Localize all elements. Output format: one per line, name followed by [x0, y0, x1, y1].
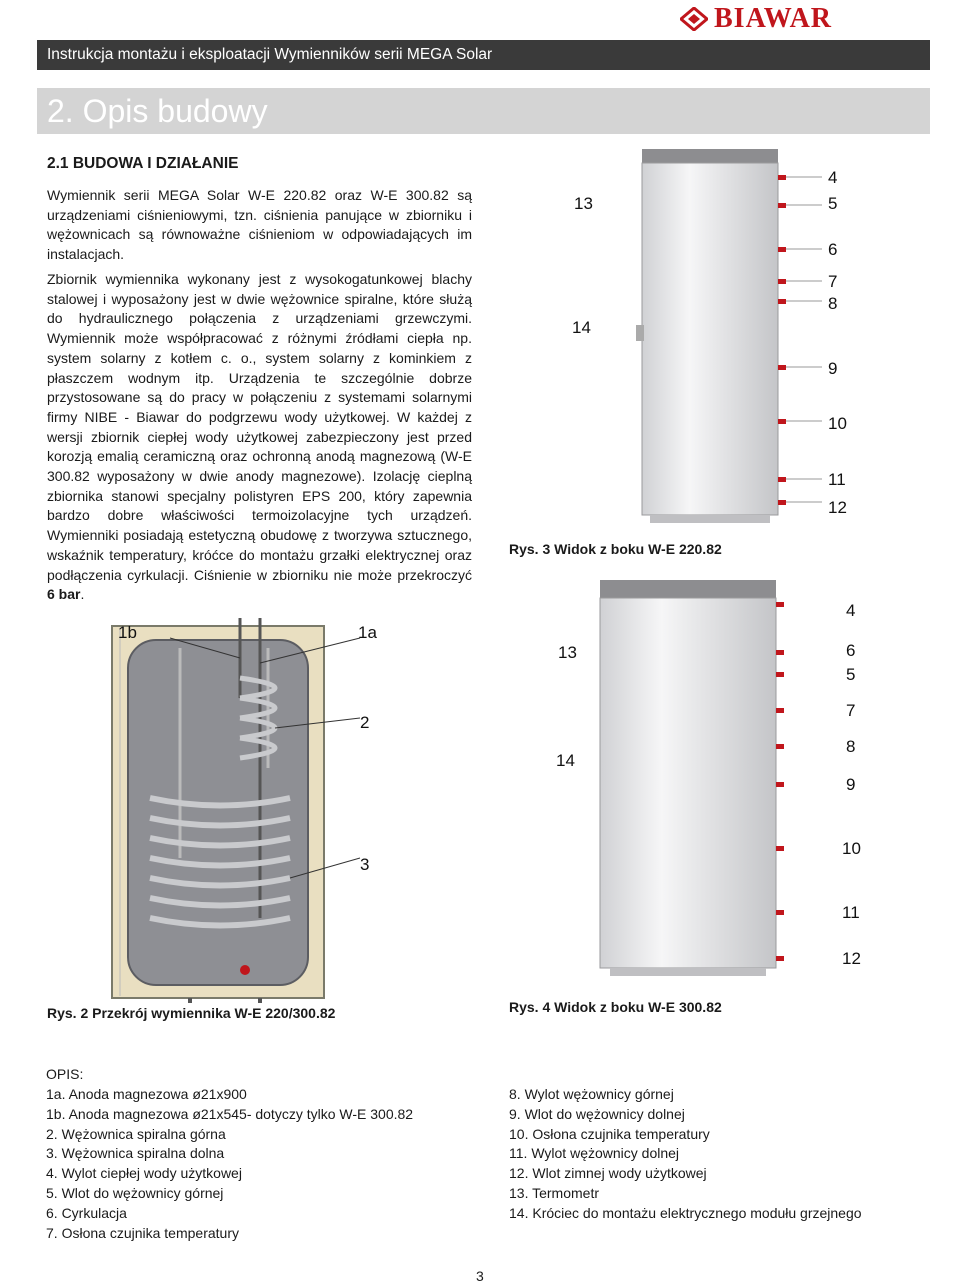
label-14: 14: [572, 318, 591, 337]
label-11: 11: [828, 470, 846, 489]
legend-item: 1a. Anoda magnezowa ø21x900: [46, 1086, 247, 1102]
label-12: 12: [828, 498, 847, 517]
subsection-title: 2.1 BUDOWA I DZIAŁANIE: [47, 155, 239, 172]
label-3: 3: [360, 855, 370, 874]
paragraph-text: Zbiornik wymiennika wykonany jest z wysokogatunkowej blachy stalowej i wyposażony jest w dwie wężownice spiralne, które służą do hydraulicznego połączenia z urządzeniami grzewczymi. Wymiennik może współpracować z różnymi źródłami ciepła np. system solarny z kotłem c. o., system solarny z kominkiem z płaszczem wodnym itp. Urządzenia te szczególnie dobrze przystosowane są do pracy w połączeniu z systemami solarnymi firmy NIBE - Biawar do podgrzewu wody użytkowej. W każdej z wersji zbiornik ciepłej wody użytkowej zabezpieczony jest przed korozją emalią ceramiczną oraz ochronną anodą magnezową (W-E 300.82 wyposażony w dwie anody magnezowe). Izolację cieplną zbiornika stanowi specjalny polistyren EPS 200, który zapewnia bardzo dobre właściwości termoizolacyjne tych urządzeń. Wymienniki posiadają estetyczną obudowę z tworzywa sztucznego, wskaźnik temperatury, króćce do montażu grzałki elektrycznej oraz podłączenia cyrkulacji. Ciśnienie w zbiorniku nie może przekroczyć: [47, 271, 472, 583]
max-pressure: 6 bar: [47, 586, 81, 603]
label-1a: 1a: [358, 623, 377, 642]
label-8: 8: [828, 294, 838, 313]
side-view-300-figure: [548, 578, 878, 988]
legend-item: 14. Króciec do montażu elektrycznego modułu grzejnego: [509, 1204, 862, 1221]
biawar-diamond-icon: [680, 7, 708, 31]
label-5: 5: [846, 665, 856, 684]
paragraph-construction: [47, 270, 472, 605]
section-title: 2. Opis budowy: [37, 88, 930, 134]
legend-item: 13. Termometr: [509, 1184, 599, 1201]
label-4: 4: [846, 601, 856, 620]
label-6: 6: [846, 641, 856, 660]
caption-rys3: Rys. 3 Widok z boku W-E 220.82: [509, 541, 722, 557]
label-7: 7: [846, 701, 856, 720]
legend-item: 11. Wylot wężownicy dolnej: [509, 1145, 680, 1162]
label-12: 12: [842, 949, 861, 968]
page-number: 3: [476, 1268, 484, 1284]
legend-item: 10. Osłona czujnika temperatury: [509, 1125, 710, 1142]
legend-item: 12. Wlot zimnej wody użytkowej: [509, 1165, 707, 1182]
legend-left: [46, 1085, 413, 1243]
legend-heading: OPIS:: [46, 1066, 84, 1082]
label-7: 7: [828, 272, 838, 291]
label-9: 9: [828, 359, 838, 378]
label-8: 8: [846, 737, 856, 756]
brand-name: BIAWAR: [714, 3, 833, 34]
label-2: 2: [360, 713, 370, 732]
legend-item: 2. Wężownica spiralna górna: [46, 1125, 226, 1142]
legend-item: 7. Osłona czujnika temperatury: [46, 1224, 239, 1241]
label-11: 11: [842, 903, 860, 922]
legend-item: 6. Cyrkulacja: [46, 1204, 127, 1221]
running-header: Instrukcja montażu i eksploatacji Wymienników serii MEGA Solar: [37, 40, 930, 70]
caption-rys2: Rys. 2 Przekrój wymiennika W-E 220/300.82: [47, 1005, 336, 1021]
paragraph-intro: Wymiennik serii MEGA Solar W-E 220.82 oraz W-E 300.82 są urządzeniami ciśnieniowymi, tzn. ciśnienia panujące w zbiorniku i wężownicach są równoważne ciśnieniom w odpowiadających im instalacjach.: [47, 187, 472, 262]
label-5: 5: [828, 194, 838, 213]
cross-section-figure: [110, 618, 440, 1003]
label-14: 14: [556, 751, 575, 770]
caption-rys4: Rys. 4 Widok z boku W-E 300.82: [509, 999, 722, 1015]
label-10: 10: [828, 414, 847, 433]
legend-item: 1b. Anoda magnezowa ø21x545- dotyczy tylko W-E 300.82: [46, 1105, 414, 1122]
paragraph-end: .: [80, 586, 85, 603]
label-13: 13: [574, 194, 593, 213]
legend-item: 5. Wlot do wężownicy górnej: [46, 1184, 224, 1201]
biawar-logo: [680, 4, 870, 34]
legend-item: 9. Wlot do wężownicy dolnej: [509, 1105, 685, 1122]
legend-item: 3. Wężownica spiralna dolna: [46, 1145, 225, 1162]
side-view-220-figure: [560, 145, 870, 530]
legend-item: 8. Wylot wężownicy górnej: [509, 1086, 674, 1102]
legend-item: 4. Wylot ciepłej wody użytkowej: [46, 1165, 242, 1182]
label-10: 10: [842, 839, 861, 858]
label-13: 13: [558, 643, 577, 662]
label-4: 4: [828, 168, 838, 187]
label-9: 9: [846, 775, 856, 794]
label-1b: 1b: [118, 623, 137, 642]
legend-right: [509, 1085, 862, 1224]
label-6: 6: [828, 240, 838, 259]
